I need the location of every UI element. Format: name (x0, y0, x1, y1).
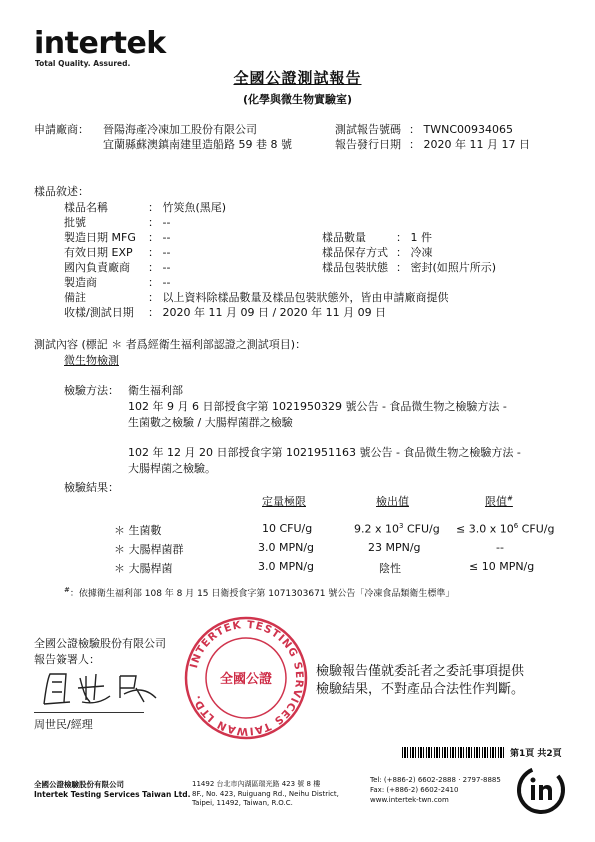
sample-row-label: 製造日期 MFG (64, 231, 136, 244)
sample-row-label: 批號 (64, 216, 86, 229)
sample-heading: 樣品敘述： (34, 185, 89, 198)
sample-row-label: 國內負責廠商 (64, 261, 130, 274)
sample-row-value: ： 竹筴魚(黑尾) (148, 201, 227, 214)
sample-row-value: ： -- (148, 216, 171, 229)
col-detect-header: 檢出值 (376, 495, 409, 508)
result-item: ＊ 大腸桿菌 (114, 562, 173, 575)
sample-row-value: ： 以上資料除樣品數量及樣品包裝狀態外，皆由申請廠商提供 (148, 291, 449, 304)
footer-address-en: 8F., No. 423, Ruiguang Rd., Neihu District, (192, 790, 339, 798)
result-limit: 3.0 MPN/g (258, 541, 315, 554)
applicant-name: 晉陽海產冷凍加工股份有限公司 (103, 123, 257, 136)
test-category: 微生物檢測 (64, 354, 119, 367)
footer-company-zh: 全國公證檢驗股份有限公司 (34, 780, 124, 789)
sample-row-value: ： -- (148, 246, 171, 259)
report-no-value: ： TWNC00934065 (409, 123, 513, 136)
report-date-label: 報告發行日期 (335, 138, 401, 151)
sample-right-value: ： 冷凍 (396, 246, 433, 259)
report-title: 全國公證測試報告 (233, 69, 362, 87)
result-detect: 陰性 (379, 562, 401, 575)
company-tagline: Total Quality. Assured. (35, 59, 131, 68)
result-label: 檢驗結果： (64, 481, 119, 494)
disclaimer-line: 檢驗結果，不對產品合法性作判斷。 (316, 682, 525, 697)
sample-right-label: 樣品包裝狀態 (322, 261, 388, 274)
test-content-label: 測試內容 (標記 ＊ 者爲經衛生福利部認證之測試項目)： (34, 338, 307, 351)
footer-fax: Fax: (+886-2) 6602-2410 (370, 786, 459, 794)
sample-row-value: ： -- (148, 276, 171, 289)
sample-row-label: 製造商 (64, 276, 97, 289)
sample-row-label: 有效日期 EXP (64, 246, 133, 259)
result-detect: 9.2 x $10^3$ CFU/g (354, 522, 440, 536)
applicant-label: 申請廠商： (34, 123, 89, 136)
method-line: 102 年 12 月 20 日部授食字第 1021951163 號公告 - 食品微生物之檢驗方法 - (128, 446, 521, 459)
sample-row-value: ： -- (148, 261, 171, 274)
applicant-address: 宜蘭縣蘇澳鎮南建里造船路 59 巷 8 號 (103, 138, 292, 151)
report-subtitle: (化學與微生物實驗室) (242, 93, 353, 106)
svg-text:INTERTEK TESTING SERVICES TAIW: INTERTEK TESTING SERVICES TAIWAN LTD. (188, 618, 306, 738)
sample-row-label: 備註 (64, 291, 86, 304)
col-limit-header: 定量極限 (262, 495, 306, 508)
footer-company-en: Intertek Testing Services Taiwan Ltd. (34, 790, 191, 799)
sample-row-value: ： 2020 年 11 月 09 日 / 2020 年 11 月 09 日 (148, 306, 387, 319)
disclaimer-line: 檢驗報告僅就委託者之委託事項提供 (316, 664, 525, 679)
footer-address-en: Taipei, 11492, Taiwan, R.O.C. (192, 799, 293, 807)
result-limit: 3.0 MPN/g (258, 560, 315, 573)
sample-row-label: 收樣/測試日期 (64, 306, 134, 319)
page-number: 第1頁 共2頁 (510, 749, 562, 759)
company-logo: intertek (34, 26, 166, 61)
result-standard: ≤ 10 MPN/g (469, 560, 535, 573)
sample-right-value: ： 1 件 (396, 231, 432, 244)
footnote: #：依據衛生福利部 108 年 8 月 15 日衛授食字第 1071303671 號公告「冷凍食品類衛生標準」 (64, 586, 455, 599)
method-org: 衛生福利部 (128, 384, 183, 397)
result-standard: -- (496, 541, 504, 554)
sample-right-value: ： 密封(如照片所示) (396, 261, 497, 274)
footer-tel: Tel: (+886-2) 6602-2888 · 2797-8885 (370, 776, 501, 784)
result-item: ＊ 大腸桿菌群 (114, 543, 184, 556)
sample-right-label: 樣品保存方式 (322, 246, 388, 259)
report-date-value: ： 2020 年 11 月 17 日 (409, 138, 530, 151)
result-limit: 10 CFU/g (262, 522, 313, 535)
signature-line (34, 712, 144, 713)
signer-name-title: 周世民/經理 (34, 718, 93, 731)
sign-company: 全國公證檢驗股份有限公司 (34, 637, 166, 650)
svg-text:全國公證: 全國公證 (219, 672, 273, 687)
barcode (402, 747, 504, 758)
col-std-header: 限值# (485, 494, 513, 508)
method-line: 大腸桿菌之檢驗。 (128, 462, 216, 475)
intertek-in-icon (515, 764, 567, 816)
company-seal-stamp (183, 615, 309, 741)
method-line: 生菌數之檢驗 / 大腸桿菌群之檢驗 (128, 416, 293, 429)
sample-row-value: ： -- (148, 231, 171, 244)
footer-address-zh: 11492 台北市內湖區瑞光路 423 號 8 樓 (192, 780, 321, 788)
result-item: ＊ 生菌數 (114, 524, 162, 537)
footer-web[interactable]: www.intertek-twn.com (370, 796, 449, 804)
sample-right-label: 樣品數量 (322, 231, 366, 244)
signer-label: 報告簽署人： (34, 653, 100, 666)
sample-row-label: 樣品名稱 (64, 201, 108, 214)
report-no-label: 測試報告號碼 (335, 123, 401, 136)
result-detect: 23 MPN/g (368, 541, 421, 554)
method-label: 檢驗方法： (64, 384, 119, 397)
method-line: 102 年 9 月 6 日部授食字第 1021950329 號公告 - 食品微生物之檢驗方法 - (128, 400, 507, 413)
handwritten-signature (40, 668, 160, 708)
result-standard: ≤ 3.0 x $10^6$ CFU/g (456, 522, 555, 536)
